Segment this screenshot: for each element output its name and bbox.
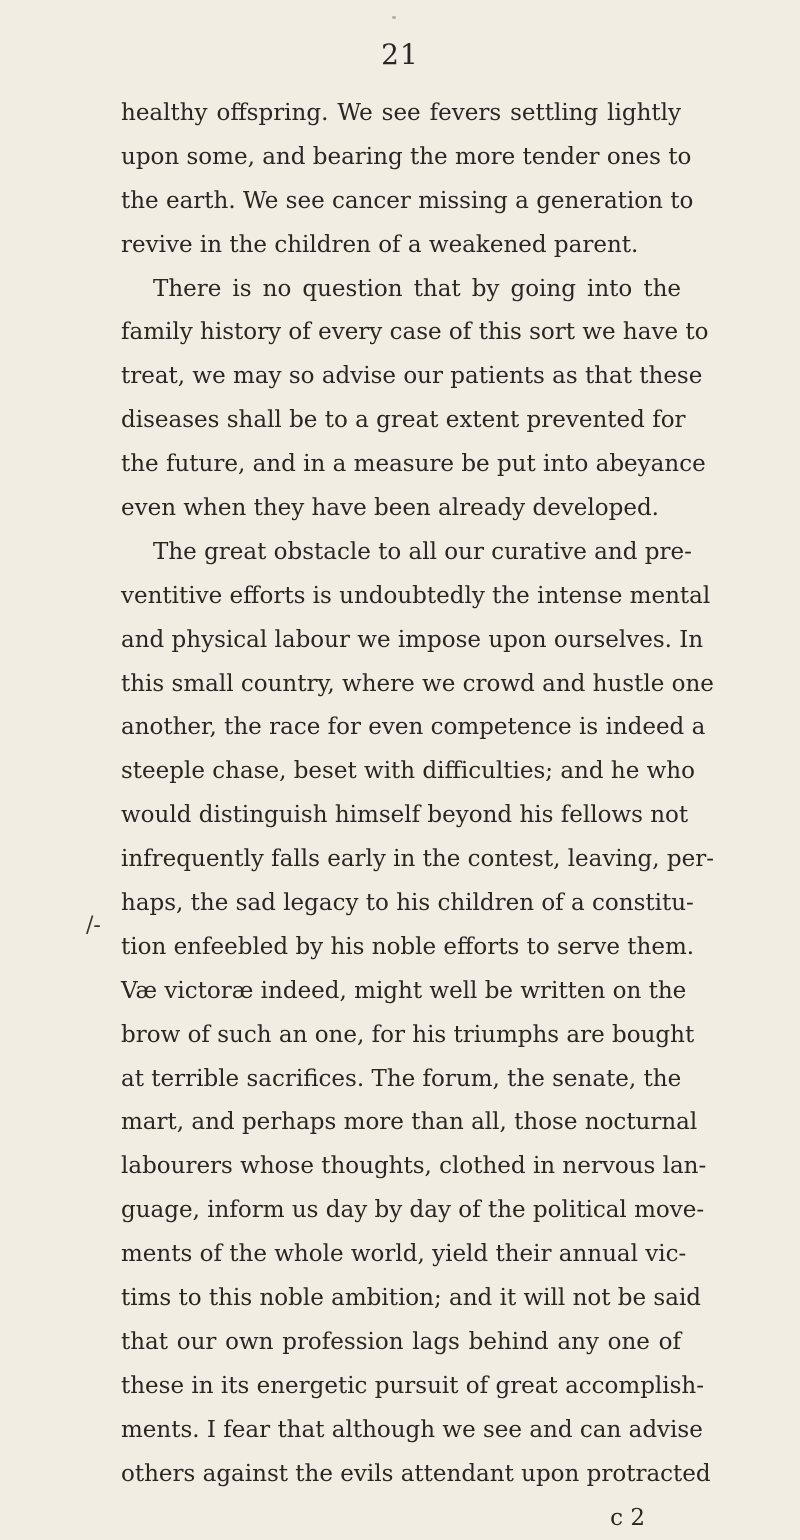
- text-line: guage, inform us day by day of the political move-: [121, 1189, 681, 1233]
- text-line: others against the evils attendant upon protracted: [121, 1453, 681, 1497]
- text-line: treat, we may so advise our patients as that these: [121, 355, 681, 399]
- text-line: steeple chase, beset with difficulties; and he who: [121, 750, 681, 794]
- text-line: Væ victoræ indeed, might well be written on the: [121, 970, 681, 1014]
- text-line: tion enfeebled by his noble efforts to serve them.: [121, 926, 681, 970]
- text-line: family history of every case of this sort we have to: [121, 311, 681, 355]
- text-line: ments of the whole world, yield their annual vic-: [121, 1233, 681, 1277]
- signature-mark: c 2: [121, 1497, 681, 1540]
- text-line: healthy offspring. We see fevers settling lightly: [121, 92, 681, 136]
- text-line: and physical labour we impose upon ourselves. In: [121, 619, 681, 663]
- text-line: infrequently falls early in the contest, leaving, per-: [121, 838, 681, 882]
- text-line: another, the race for even competence is indeed a: [121, 706, 681, 750]
- text-line: would distinguish himself beyond his fellows not: [121, 794, 681, 838]
- body-text: [121, 92, 681, 1540]
- margin-annotation: /-: [86, 913, 101, 938]
- text-line: that our own profession lags behind any one of: [121, 1321, 681, 1365]
- text-line: upon some, and bearing the more tender ones to: [121, 136, 681, 180]
- text-line: There is no question that by going into the: [121, 268, 681, 312]
- text-line: diseases shall be to a great extent prevented for: [121, 399, 681, 443]
- text-line: at terrible sacrifices. The forum, the senate, the: [121, 1058, 681, 1102]
- text-line: ventitive efforts is undoubtedly the intense mental: [121, 575, 681, 619]
- text-line: even when they have been already developed.: [121, 487, 681, 531]
- text-line: mart, and perhaps more than all, those nocturnal: [121, 1101, 681, 1145]
- text-line: haps, the sad legacy to his children of a constitu-: [121, 882, 681, 926]
- text-line: The great obstacle to all our curative and pre-: [121, 531, 681, 575]
- text-line: the earth. We see cancer missing a generation to: [121, 180, 681, 224]
- text-line: tims to this noble ambition; and it will not be said: [121, 1277, 681, 1321]
- text-line: this small country, where we crowd and hustle one: [121, 663, 681, 707]
- text-line: brow of such an one, for his triumphs are bought: [121, 1014, 681, 1058]
- text-line: these in its energetic pursuit of great accomplish-: [121, 1365, 681, 1409]
- text-line: the future, and in a measure be put into abeyance: [121, 443, 681, 487]
- text-line: ments. I fear that although we see and can advise: [121, 1409, 681, 1453]
- text-line: labourers whose thoughts, clothed in nervous lan-: [121, 1145, 681, 1189]
- page-number: 21: [0, 38, 800, 71]
- text-line: revive in the children of a weakened parent.: [121, 224, 681, 268]
- paper-speck: [392, 16, 396, 19]
